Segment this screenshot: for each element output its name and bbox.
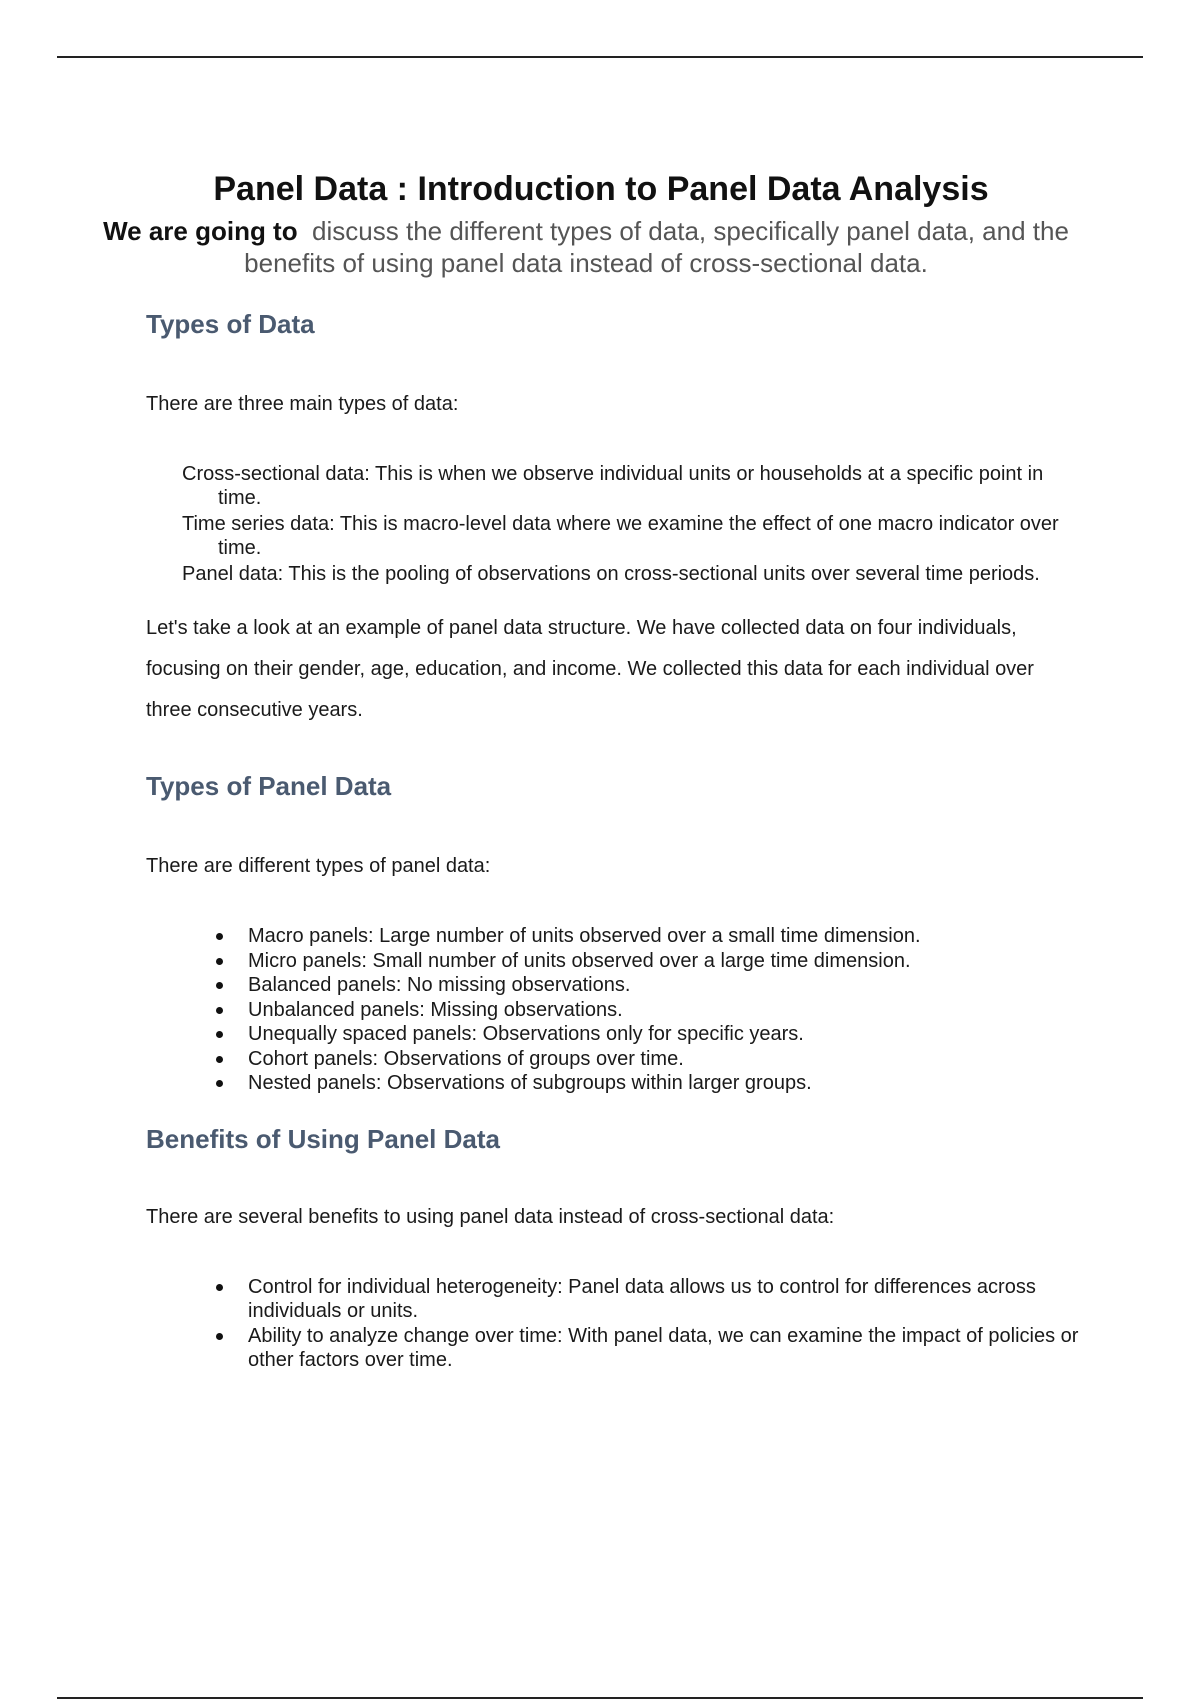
document-body	[103, 170, 1086, 1373]
list-item: Time series data: This is macro-level data where we examine the effect of one macro indicator over time.	[182, 513, 1059, 559]
heading-benefits: Benefits of Using Panel Data	[146, 1123, 500, 1154]
list-item: Unbalanced panels: Missing observations.	[214, 998, 1086, 1023]
top-rule	[57, 56, 1143, 58]
list-item: Unequally spaced panels: Observations only for specific years.	[214, 1022, 1086, 1047]
benefits-intro: There are several benefits to using panel data instead of cross-sectional data:	[146, 1205, 835, 1228]
subtitle-text: discuss the different types of data, specifically panel data, and the benefits of using panel data instead of cross-sectional data.	[244, 216, 1069, 278]
list-item: Control for individual heterogeneity: Panel data allows us to control for differences across individuals or units.	[214, 1275, 1084, 1324]
types-of-panel-data-intro: There are different types of panel data:	[146, 855, 491, 877]
benefits-list	[214, 1275, 1084, 1373]
types-of-data-intro: There are three main types of data:	[146, 393, 459, 415]
heading-types-of-panel-data: Types of Panel Data	[146, 771, 392, 801]
types-of-data-list	[182, 462, 1086, 586]
subtitle-lead: We are going to	[103, 216, 298, 246]
list-item: Ability to analyze change over time: With panel data, we can examine the impact of policies or other factors over time.	[214, 1324, 1084, 1373]
bottom-rule	[57, 1697, 1143, 1699]
page-title: Panel Data : Introduction to Panel Data Analysis	[213, 170, 989, 208]
types-of-panel-data-list	[214, 924, 1086, 1096]
list-item: Panel data: This is the pooling of observations on cross-sectional units over several time periods.	[182, 563, 1040, 585]
list-item: Balanced panels: No missing observations.	[214, 973, 1086, 998]
list-item: Micro panels: Small number of units observed over a large time dimension.	[214, 949, 1086, 974]
list-item: Macro panels: Large number of units observed over a small time dimension.	[214, 924, 1086, 949]
list-item: Cross-sectional data: This is when we observe individual units or households at a specific point in time.	[182, 463, 1044, 509]
list-item: Cohort panels: Observations of groups over time.	[214, 1047, 1086, 1072]
list-item: Nested panels: Observations of subgroups within larger groups.	[214, 1071, 1086, 1096]
heading-types-of-data: Types of Data	[146, 309, 315, 339]
panel-example-paragraph: Let's take a look at an example of panel data structure. We have collected data on four individuals, focusing on their gender, age, education, and income. We collected this data for each individual over three consecutive years.	[146, 617, 1034, 721]
page-subtitle	[86, 215, 1086, 279]
